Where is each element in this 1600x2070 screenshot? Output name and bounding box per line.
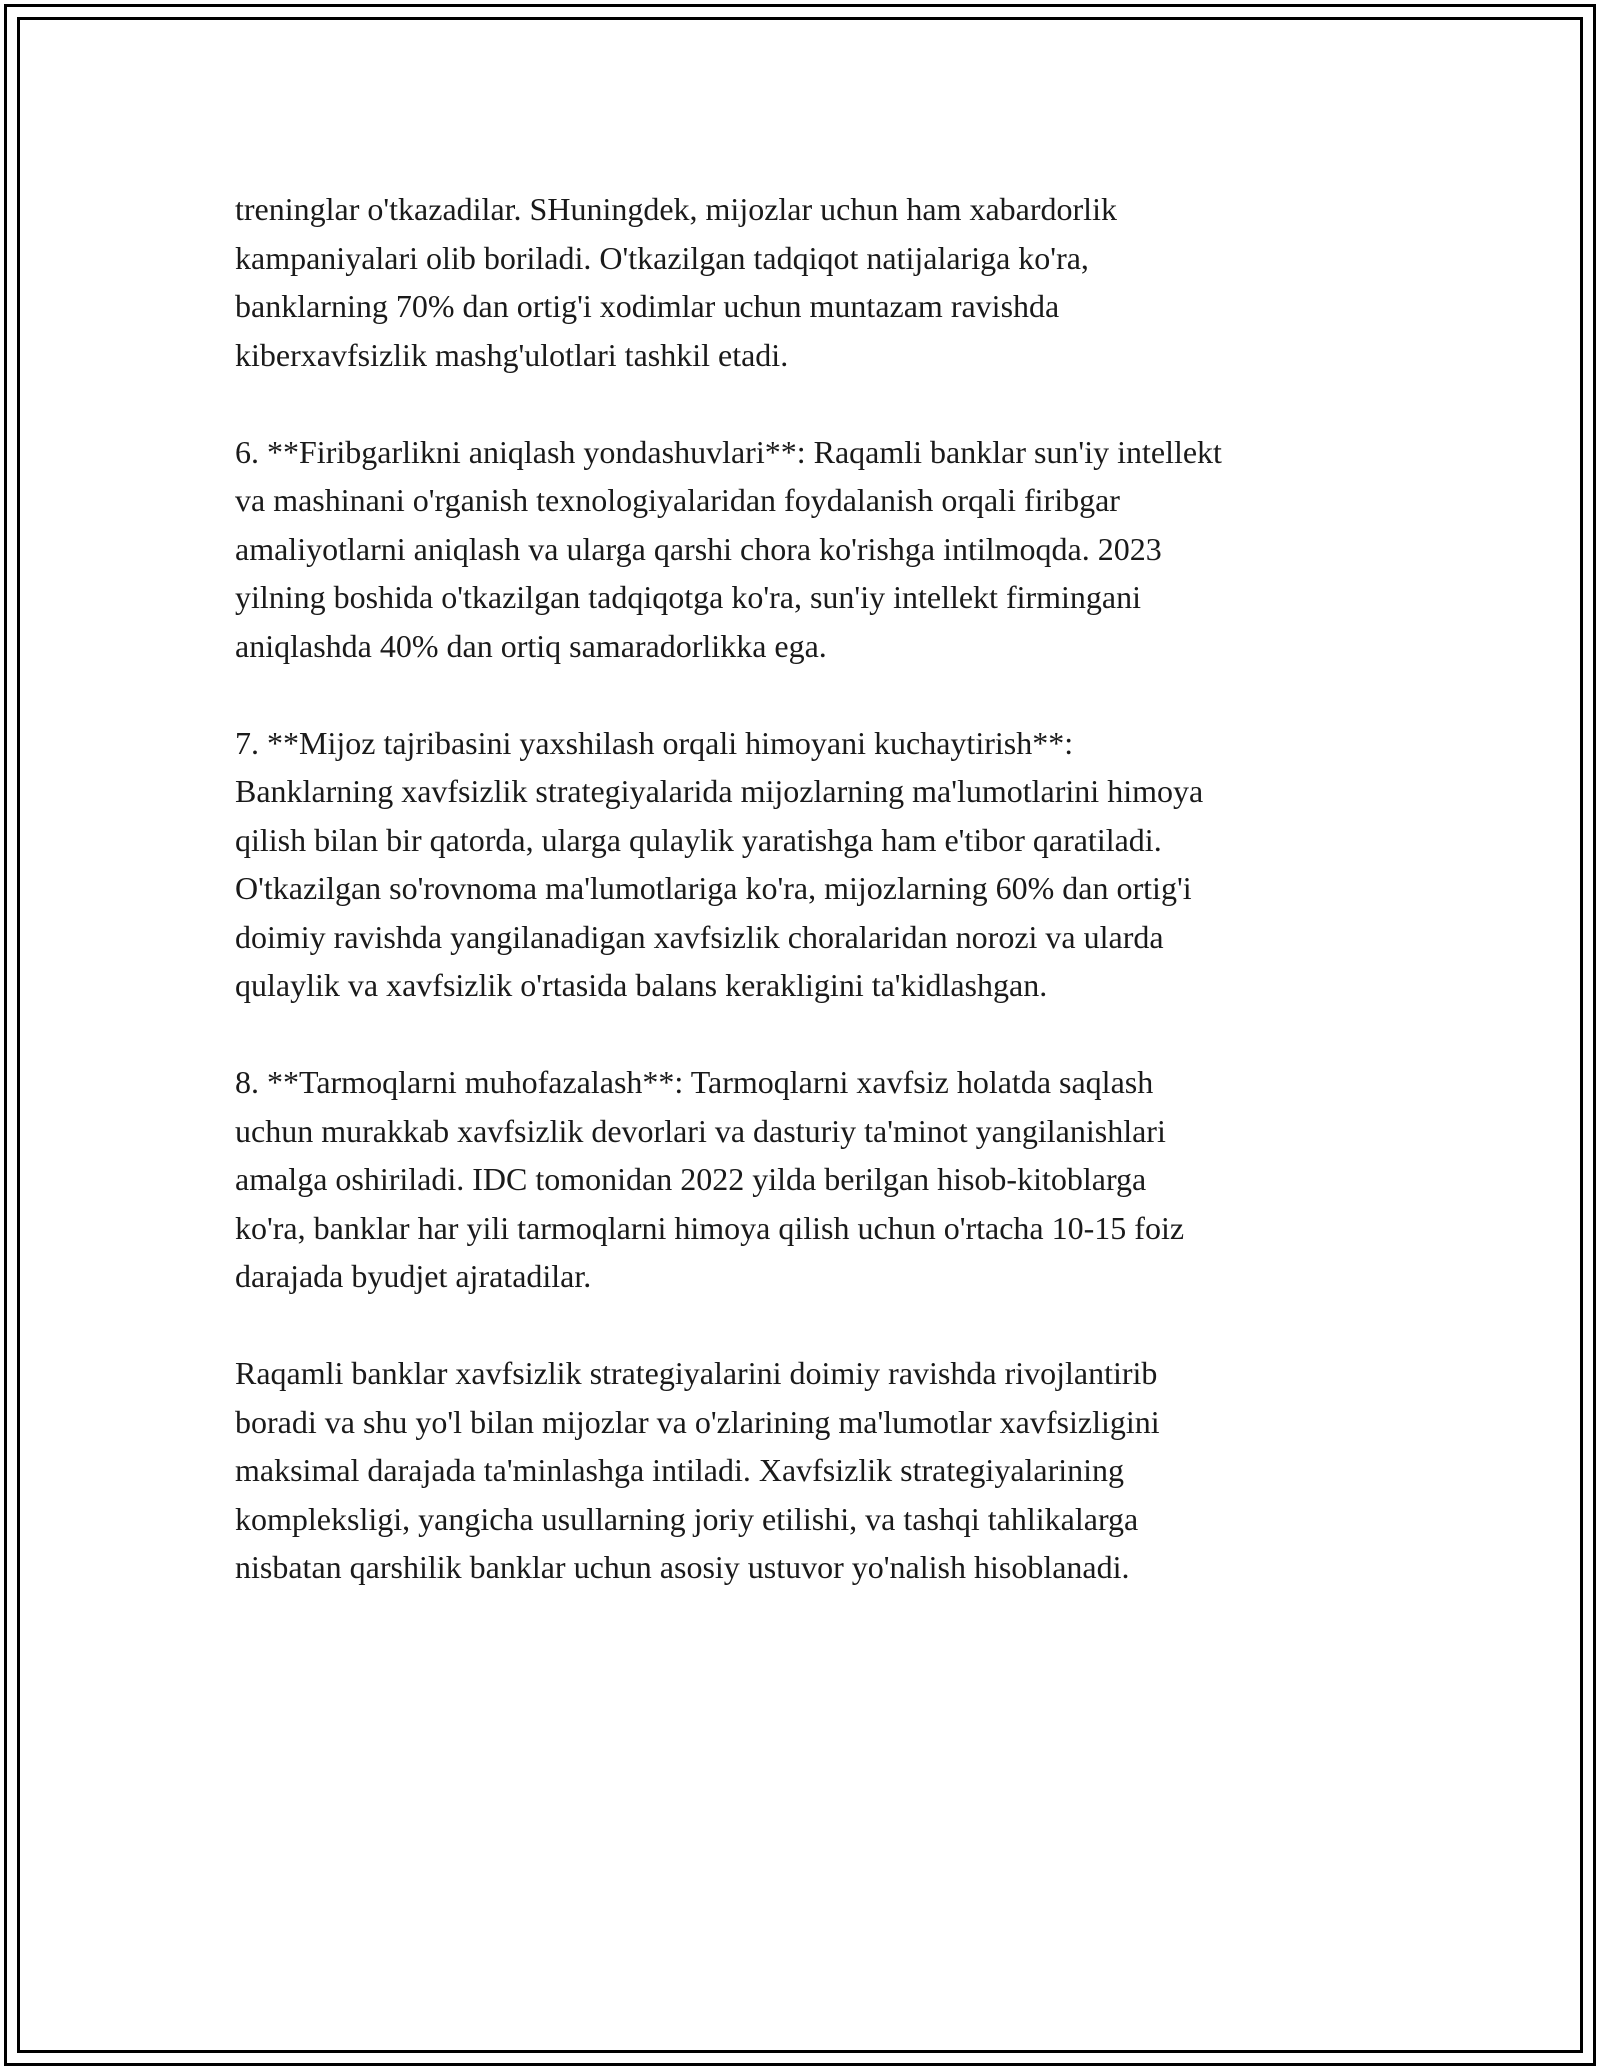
paragraph-fraud-detection: 6. **Firibgarlikni aniqlash yondashuvlari**: Raqamli banklar sun'iy intellekt va mashinani o'rganish texnologiyalaridan foydalanish orqali firibgar amaliyotlarni aniqlash va ularga qarshi chora ko'rishga intilmoqda. 2023 yilning boshida o'tkazilgan tadqiqotga ko'ra, sun'iy intellekt firmingani aniqlashda 40% dan ortiq samaradorlikka ega. [235,433,1222,664]
paragraph-customer-experience: 7. **Mijoz tajribasini yaxshilash orqali himoyani kuchaytirish**: Banklarning xavfsizlik strategiyalarida mijozlarning ma'lumotlarini himoya qilish bilan bir qatorda, ularga qulaylik yaratishga ham e'tibor qaratiladi. O'tkazilgan so'rovnoma ma'lumotlariga ko'ra, mijozlarning 60% dan ortig'i doimiy ravishda yangilanadigan xavfsizlik choralaridan norozi va ularda qulaylik va xavfsizlik o'rtasida balans kerakligini ta'kidlashgan. [235,724,1204,1003]
paragraph-network-protection: 8. **Tarmoqlarni muhofazalash**: Tarmoqlarni xavfsiz holatda saqlash uchun murakkab xavfsizlik devorlari va dasturiy ta'minot yangilanishlari amalga oshiriladi. IDC tomonidan 2022 yilda berilgan hisob-kitoblarga ko'ra, banklar har yili tarmoqlarni himoya qilish uchun o'rtacha 10-15 foiz darajada byudjet ajratadilar. [235,1064,1185,1294]
document-body [235,185,1395,1640]
paragraph-conclusion: Raqamli banklar xavfsizlik strategiyalarini doimiy ravishda rivojlantirib boradi va shu yo'l bilan mijozlar va o'zlarining ma'lumotlar xavfsizligini maksimal darajada ta'minlashga intiladi. Xavfsizlik strategiyalarining kompleksligi, yangicha usullarning joriy etilishi, va tashqi tahlikalarga nisbatan qarshilik banklar uchun asosiy ustuvor yo'nalish hisoblanadi. [235,1355,1160,1585]
paragraph-training: treninglar o'tkazadilar. SHuningdek, mijozlar uchun ham xabardorlik kampaniyalari olib boriladi. O'tkazilgan tadqiqot natijalariga ko'ra, banklarning 70% dan ortig'i xodimlar uchun muntazam ravishda kiberxavfsizlik mashg'ulotlari tashkil etadi. [235,191,1117,373]
